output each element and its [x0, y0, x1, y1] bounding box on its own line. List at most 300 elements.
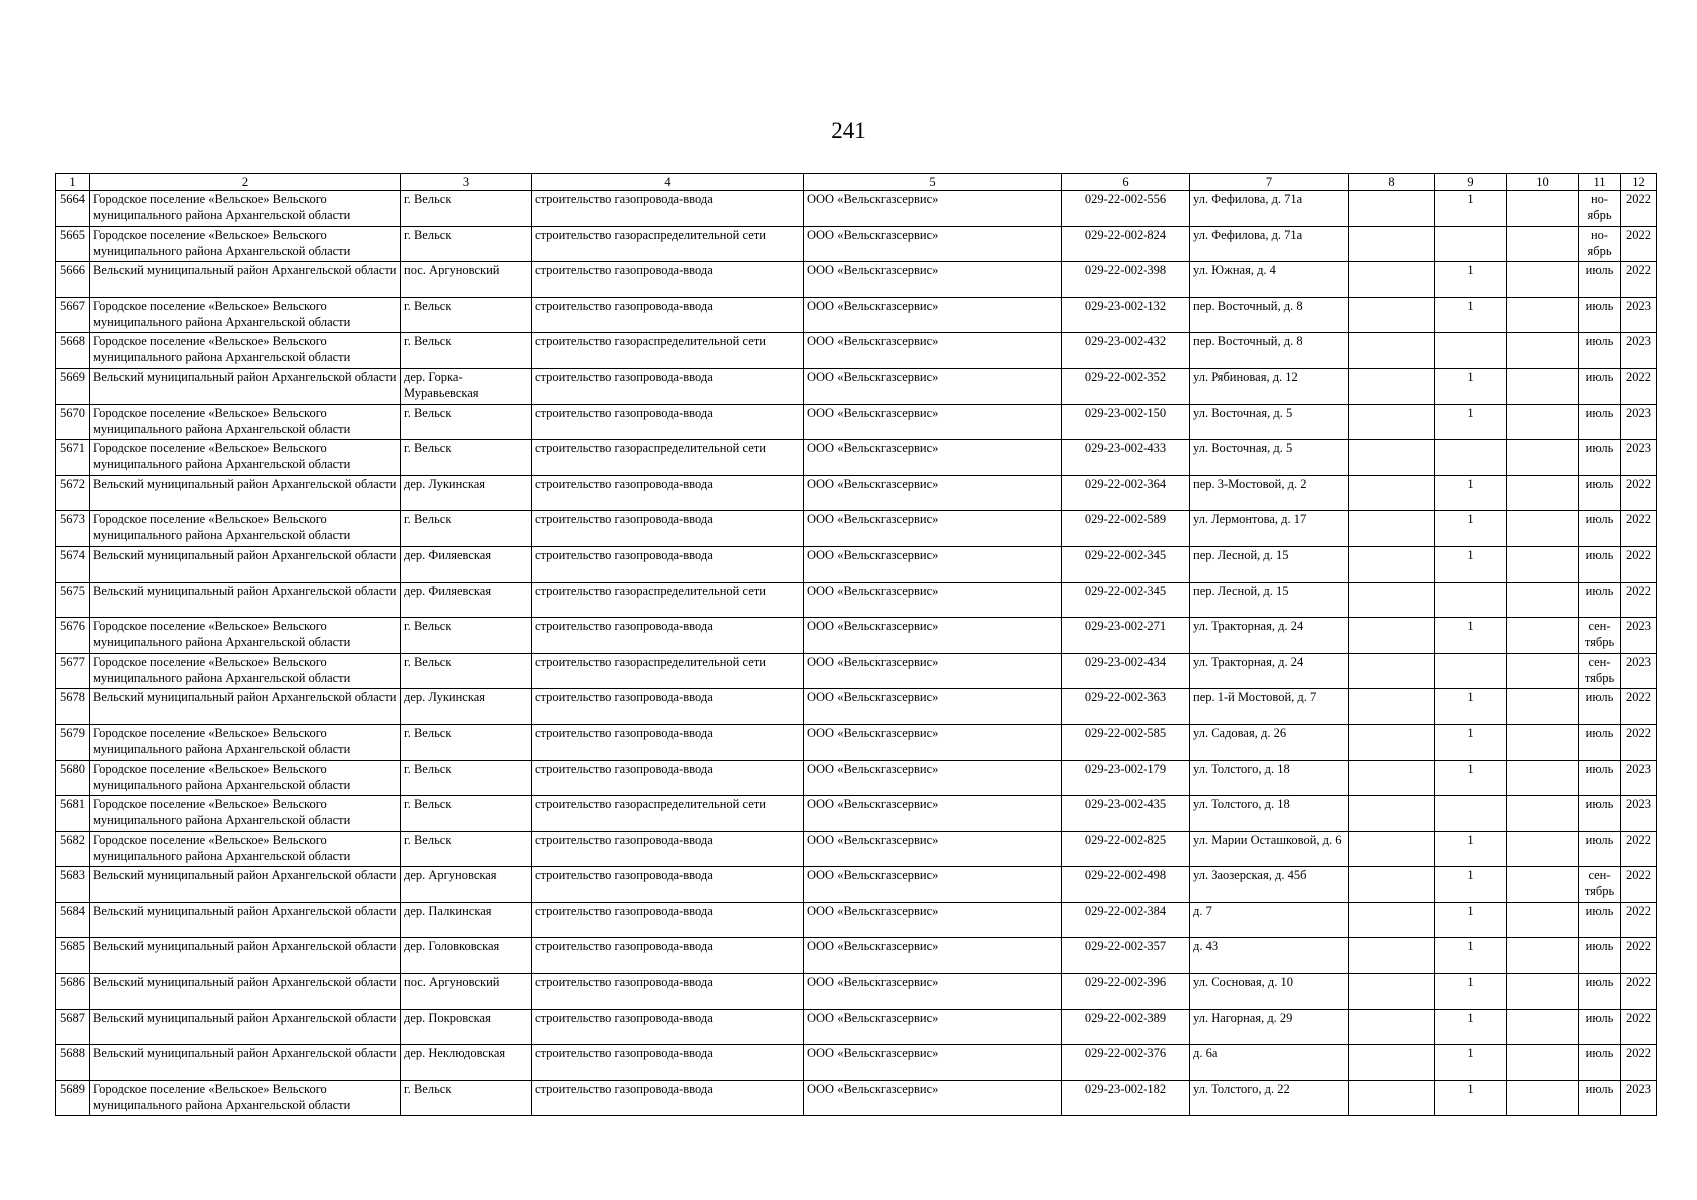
cell-work-type: строительство газопровода-ввода — [532, 938, 804, 974]
column-header: 2 — [90, 174, 401, 191]
cell-settlement: г. Вельск — [401, 831, 532, 867]
cell-col-8 — [1349, 867, 1435, 903]
cell-col-10 — [1507, 297, 1579, 333]
cell-registry-code: 029-22-002-364 — [1062, 475, 1190, 511]
cell-settlement: г. Вельск — [401, 226, 532, 262]
table-row — [56, 938, 1657, 974]
cell-year: 2022 — [1621, 226, 1657, 262]
cell-year: 2022 — [1621, 475, 1657, 511]
cell-col-8 — [1349, 262, 1435, 298]
cell-col-10 — [1507, 226, 1579, 262]
cell-work-type: строительство газораспределительной сети — [532, 653, 804, 689]
table-row — [56, 1045, 1657, 1081]
cell-settlement: дер. Неклюдовская — [401, 1045, 532, 1081]
cell-settlement: дер. Лукинская — [401, 689, 532, 725]
cell-operator: ООО «Вельскгазсервис» — [804, 867, 1062, 903]
cell-work-type: строительство газопровода-ввода — [532, 297, 804, 333]
table-row — [56, 902, 1657, 938]
cell-address: д. 7 — [1190, 902, 1349, 938]
cell-work-type: строительство газопровода-ввода — [532, 689, 804, 725]
cell-registry-code: 029-22-002-825 — [1062, 831, 1190, 867]
cell-row-number: 5669 — [56, 368, 90, 404]
table-row — [56, 653, 1657, 689]
cell-settlement: дер. Головковская — [401, 938, 532, 974]
cell-municipality: Городское поселение «Вельское» Вельского муниципального района Архангельской области — [90, 724, 401, 760]
cell-registry-code: 029-22-002-556 — [1062, 191, 1190, 227]
cell-operator: ООО «Вельскгазсервис» — [804, 653, 1062, 689]
cell-row-number: 5665 — [56, 226, 90, 262]
cell-registry-code: 029-23-002-435 — [1062, 796, 1190, 832]
cell-col-10 — [1507, 546, 1579, 582]
cell-col-8 — [1349, 191, 1435, 227]
cell-address: ул. Нагорная, д. 29 — [1190, 1009, 1349, 1045]
cell-quantity: 1 — [1435, 1009, 1507, 1045]
cell-col-8 — [1349, 368, 1435, 404]
cell-col-10 — [1507, 938, 1579, 974]
cell-col-8 — [1349, 511, 1435, 547]
cell-settlement: г. Вельск — [401, 333, 532, 369]
cell-address: ул. Тракторная, д. 24 — [1190, 653, 1349, 689]
cell-operator: ООО «Вельскгазсервис» — [804, 262, 1062, 298]
cell-col-10 — [1507, 689, 1579, 725]
cell-month: июль — [1579, 440, 1621, 476]
cell-work-type: строительство газораспределительной сети — [532, 440, 804, 476]
cell-work-type: строительство газопровода-ввода — [532, 1009, 804, 1045]
cell-quantity: 1 — [1435, 297, 1507, 333]
cell-work-type: строительство газопровода-ввода — [532, 404, 804, 440]
cell-operator: ООО «Вельскгазсервис» — [804, 333, 1062, 369]
cell-year: 2022 — [1621, 974, 1657, 1010]
cell-municipality: Вельский муниципальный район Архангельской области — [90, 368, 401, 404]
cell-col-10 — [1507, 974, 1579, 1010]
cell-operator: ООО «Вельскгазсервис» — [804, 689, 1062, 725]
cell-quantity — [1435, 796, 1507, 832]
table-row — [56, 333, 1657, 369]
cell-address: ул. Заозерская, д. 45б — [1190, 867, 1349, 903]
cell-settlement: г. Вельск — [401, 511, 532, 547]
cell-settlement: г. Вельск — [401, 1080, 532, 1116]
cell-work-type: строительство газопровода-ввода — [532, 724, 804, 760]
cell-year: 2023 — [1621, 618, 1657, 654]
cell-col-10 — [1507, 582, 1579, 618]
table-row — [56, 226, 1657, 262]
cell-quantity: 1 — [1435, 1045, 1507, 1081]
cell-month: июль — [1579, 511, 1621, 547]
table-row — [56, 689, 1657, 725]
cell-quantity — [1435, 440, 1507, 476]
cell-work-type: строительство газопровода-ввода — [532, 974, 804, 1010]
cell-municipality: Вельский муниципальный район Архангельской области — [90, 902, 401, 938]
cell-month: сен-тябрь — [1579, 618, 1621, 654]
cell-col-8 — [1349, 404, 1435, 440]
cell-col-10 — [1507, 902, 1579, 938]
table-row — [56, 796, 1657, 832]
cell-registry-code: 029-23-002-182 — [1062, 1080, 1190, 1116]
column-header: 5 — [804, 174, 1062, 191]
cell-year: 2023 — [1621, 297, 1657, 333]
cell-municipality: Городское поселение «Вельское» Вельского муниципального района Архангельской области — [90, 618, 401, 654]
cell-month: июль — [1579, 831, 1621, 867]
cell-col-8 — [1349, 297, 1435, 333]
table-row — [56, 760, 1657, 796]
cell-work-type: строительство газопровода-ввода — [532, 1080, 804, 1116]
cell-col-10 — [1507, 333, 1579, 369]
cell-address: пер. 3-Мостовой, д. 2 — [1190, 475, 1349, 511]
cell-address: ул. Садовая, д. 26 — [1190, 724, 1349, 760]
cell-month: июль — [1579, 1045, 1621, 1081]
cell-address: ул. Восточная, д. 5 — [1190, 440, 1349, 476]
cell-work-type: строительство газопровода-ввода — [532, 902, 804, 938]
cell-address: ул. Рябиновая, д. 12 — [1190, 368, 1349, 404]
cell-municipality: Вельский муниципальный район Архангельской области — [90, 1009, 401, 1045]
cell-address: ул. Фефилова, д. 71а — [1190, 191, 1349, 227]
cell-registry-code: 029-22-002-363 — [1062, 689, 1190, 725]
cell-col-10 — [1507, 191, 1579, 227]
cell-col-10 — [1507, 511, 1579, 547]
cell-municipality: Городское поселение «Вельское» Вельского муниципального района Архангельской области — [90, 404, 401, 440]
cell-row-number: 5667 — [56, 297, 90, 333]
column-header: 3 — [401, 174, 532, 191]
cell-address: ул. Толстого, д. 18 — [1190, 760, 1349, 796]
cell-month: июль — [1579, 974, 1621, 1010]
cell-registry-code: 029-23-002-150 — [1062, 404, 1190, 440]
cell-col-10 — [1507, 1045, 1579, 1081]
cell-operator: ООО «Вельскгазсервис» — [804, 974, 1062, 1010]
table-row — [56, 867, 1657, 903]
cell-col-8 — [1349, 902, 1435, 938]
cell-row-number: 5681 — [56, 796, 90, 832]
cell-row-number: 5678 — [56, 689, 90, 725]
cell-col-8 — [1349, 796, 1435, 832]
cell-registry-code: 029-22-002-498 — [1062, 867, 1190, 903]
cell-work-type: строительство газопровода-ввода — [532, 511, 804, 547]
cell-quantity: 1 — [1435, 867, 1507, 903]
column-header: 6 — [1062, 174, 1190, 191]
table-row — [56, 546, 1657, 582]
cell-year: 2022 — [1621, 867, 1657, 903]
column-number-row — [56, 174, 1657, 191]
cell-col-10 — [1507, 1080, 1579, 1116]
cell-row-number: 5664 — [56, 191, 90, 227]
cell-municipality: Городское поселение «Вельское» Вельского муниципального района Архангельской области — [90, 796, 401, 832]
cell-col-10 — [1507, 760, 1579, 796]
cell-col-8 — [1349, 653, 1435, 689]
cell-settlement: г. Вельск — [401, 724, 532, 760]
table-row — [56, 1009, 1657, 1045]
cell-quantity: 1 — [1435, 511, 1507, 547]
cell-col-8 — [1349, 226, 1435, 262]
cell-operator: ООО «Вельскгазсервис» — [804, 618, 1062, 654]
cell-col-8 — [1349, 333, 1435, 369]
cell-col-10 — [1507, 368, 1579, 404]
cell-work-type: строительство газопровода-ввода — [532, 368, 804, 404]
cell-row-number: 5674 — [56, 546, 90, 582]
cell-month: июль — [1579, 902, 1621, 938]
cell-registry-code: 029-22-002-589 — [1062, 511, 1190, 547]
cell-work-type: строительство газопровода-ввода — [532, 262, 804, 298]
cell-row-number: 5686 — [56, 974, 90, 1010]
cell-col-10 — [1507, 831, 1579, 867]
cell-registry-code: 029-22-002-396 — [1062, 974, 1190, 1010]
cell-row-number: 5682 — [56, 831, 90, 867]
cell-month: июль — [1579, 760, 1621, 796]
cell-settlement: г. Вельск — [401, 297, 532, 333]
table-row — [56, 618, 1657, 654]
cell-month: июль — [1579, 796, 1621, 832]
cell-operator: ООО «Вельскгазсервис» — [804, 796, 1062, 832]
cell-row-number: 5679 — [56, 724, 90, 760]
cell-col-10 — [1507, 796, 1579, 832]
cell-col-10 — [1507, 440, 1579, 476]
cell-row-number: 5689 — [56, 1080, 90, 1116]
cell-col-8 — [1349, 938, 1435, 974]
cell-operator: ООО «Вельскгазсервис» — [804, 1009, 1062, 1045]
cell-settlement: пос. Аргуновский — [401, 974, 532, 1010]
cell-work-type: строительство газораспределительной сети — [532, 226, 804, 262]
cell-col-8 — [1349, 689, 1435, 725]
cell-col-10 — [1507, 475, 1579, 511]
cell-settlement: г. Вельск — [401, 796, 532, 832]
cell-registry-code: 029-22-002-376 — [1062, 1045, 1190, 1081]
cell-municipality: Городское поселение «Вельское» Вельского муниципального района Архангельской области — [90, 831, 401, 867]
cell-municipality: Городское поселение «Вельское» Вельского муниципального района Архангельской области — [90, 440, 401, 476]
cell-operator: ООО «Вельскгазсервис» — [804, 475, 1062, 511]
cell-quantity: 1 — [1435, 404, 1507, 440]
cell-col-10 — [1507, 262, 1579, 298]
cell-settlement: дер. Филяевская — [401, 582, 532, 618]
cell-municipality: Вельский муниципальный район Архангельской области — [90, 582, 401, 618]
cell-quantity: 1 — [1435, 475, 1507, 511]
cell-row-number: 5680 — [56, 760, 90, 796]
cell-year: 2022 — [1621, 938, 1657, 974]
cell-col-8 — [1349, 475, 1435, 511]
cell-work-type: строительство газопровода-ввода — [532, 867, 804, 903]
cell-row-number: 5673 — [56, 511, 90, 547]
column-header: 8 — [1349, 174, 1435, 191]
cell-quantity — [1435, 333, 1507, 369]
cell-quantity — [1435, 582, 1507, 618]
cell-row-number: 5684 — [56, 902, 90, 938]
cell-month: июль — [1579, 1080, 1621, 1116]
cell-quantity — [1435, 653, 1507, 689]
cell-month: июль — [1579, 546, 1621, 582]
cell-address: ул. Восточная, д. 5 — [1190, 404, 1349, 440]
table-row — [56, 404, 1657, 440]
cell-registry-code: 029-22-002-384 — [1062, 902, 1190, 938]
cell-operator: ООО «Вельскгазсервис» — [804, 1080, 1062, 1116]
cell-month: июль — [1579, 582, 1621, 618]
cell-municipality: Вельский муниципальный район Архангельской области — [90, 938, 401, 974]
cell-work-type: строительство газопровода-ввода — [532, 1045, 804, 1081]
cell-row-number: 5675 — [56, 582, 90, 618]
cell-municipality: Вельский муниципальный район Архангельской области — [90, 974, 401, 1010]
cell-municipality: Городское поселение «Вельское» Вельского муниципального района Архангельской области — [90, 191, 401, 227]
cell-address: ул. Южная, д. 4 — [1190, 262, 1349, 298]
cell-year: 2023 — [1621, 796, 1657, 832]
page-number: 241 — [831, 118, 866, 143]
cell-quantity: 1 — [1435, 1080, 1507, 1116]
cell-registry-code: 029-23-002-132 — [1062, 297, 1190, 333]
table-row — [56, 297, 1657, 333]
cell-year: 2023 — [1621, 1080, 1657, 1116]
table-row — [56, 831, 1657, 867]
cell-operator: ООО «Вельскгазсервис» — [804, 1045, 1062, 1081]
cell-settlement: дер. Аргуновская — [401, 867, 532, 903]
cell-year: 2022 — [1621, 1045, 1657, 1081]
cell-month: июль — [1579, 404, 1621, 440]
cell-operator: ООО «Вельскгазсервис» — [804, 902, 1062, 938]
cell-registry-code: 029-23-002-433 — [1062, 440, 1190, 476]
cell-col-8 — [1349, 724, 1435, 760]
cell-address: ул. Толстого, д. 22 — [1190, 1080, 1349, 1116]
cell-col-8 — [1349, 440, 1435, 476]
cell-municipality: Вельский муниципальный район Архангельской области — [90, 546, 401, 582]
cell-settlement: дер. Лукинская — [401, 475, 532, 511]
cell-registry-code: 029-22-002-345 — [1062, 582, 1190, 618]
table-row — [56, 368, 1657, 404]
cell-month: июль — [1579, 938, 1621, 974]
table-row — [56, 511, 1657, 547]
cell-settlement: г. Вельск — [401, 653, 532, 689]
cell-year: 2023 — [1621, 440, 1657, 476]
cell-municipality: Городское поселение «Вельское» Вельского муниципального района Архангельской области — [90, 297, 401, 333]
cell-operator: ООО «Вельскгазсервис» — [804, 582, 1062, 618]
cell-month: июль — [1579, 262, 1621, 298]
cell-month: июль — [1579, 368, 1621, 404]
cell-work-type: строительство газораспределительной сети — [532, 333, 804, 369]
cell-row-number: 5666 — [56, 262, 90, 298]
cell-operator: ООО «Вельскгазсервис» — [804, 440, 1062, 476]
cell-col-10 — [1507, 1009, 1579, 1045]
cell-settlement: г. Вельск — [401, 191, 532, 227]
cell-year: 2023 — [1621, 653, 1657, 689]
cell-registry-code: 029-22-002-345 — [1062, 546, 1190, 582]
cell-settlement: дер. Палкинская — [401, 902, 532, 938]
cell-month: июль — [1579, 689, 1621, 725]
cell-work-type: строительство газопровода-ввода — [532, 475, 804, 511]
cell-year: 2023 — [1621, 333, 1657, 369]
cell-registry-code: 029-22-002-398 — [1062, 262, 1190, 298]
cell-month: но-ябрь — [1579, 226, 1621, 262]
cell-address: ул. Сосновая, д. 10 — [1190, 974, 1349, 1010]
cell-row-number: 5687 — [56, 1009, 90, 1045]
column-header: 7 — [1190, 174, 1349, 191]
cell-address: ул. Толстого, д. 18 — [1190, 796, 1349, 832]
cell-row-number: 5683 — [56, 867, 90, 903]
cell-year: 2022 — [1621, 546, 1657, 582]
cell-col-8 — [1349, 618, 1435, 654]
cell-row-number: 5677 — [56, 653, 90, 689]
cell-registry-code: 029-22-002-585 — [1062, 724, 1190, 760]
cell-quantity — [1435, 226, 1507, 262]
cell-year: 2023 — [1621, 760, 1657, 796]
cell-quantity: 1 — [1435, 760, 1507, 796]
cell-row-number: 5685 — [56, 938, 90, 974]
cell-month: июль — [1579, 1009, 1621, 1045]
table-row — [56, 262, 1657, 298]
column-header: 11 — [1579, 174, 1621, 191]
cell-work-type: строительство газопровода-ввода — [532, 831, 804, 867]
cell-quantity: 1 — [1435, 831, 1507, 867]
cell-work-type: строительство газораспределительной сети — [532, 796, 804, 832]
cell-settlement: г. Вельск — [401, 760, 532, 796]
cell-row-number: 5688 — [56, 1045, 90, 1081]
cell-registry-code: 029-22-002-352 — [1062, 368, 1190, 404]
cell-municipality: Вельский муниципальный район Архангельской области — [90, 1045, 401, 1081]
column-header: 1 — [56, 174, 90, 191]
cell-registry-code: 029-23-002-432 — [1062, 333, 1190, 369]
cell-quantity: 1 — [1435, 902, 1507, 938]
cell-settlement: дер. Покровская — [401, 1009, 532, 1045]
column-header: 9 — [1435, 174, 1507, 191]
cell-col-8 — [1349, 582, 1435, 618]
cell-municipality: Городское поселение «Вельское» Вельского муниципального района Архангельской области — [90, 226, 401, 262]
cell-quantity: 1 — [1435, 191, 1507, 227]
cell-address: ул. Лермонтова, д. 17 — [1190, 511, 1349, 547]
cell-municipality: Городское поселение «Вельское» Вельского муниципального района Архангельской области — [90, 511, 401, 547]
cell-col-8 — [1349, 1009, 1435, 1045]
cell-address: д. 43 — [1190, 938, 1349, 974]
cell-year: 2022 — [1621, 511, 1657, 547]
cell-month: июль — [1579, 333, 1621, 369]
cell-row-number: 5671 — [56, 440, 90, 476]
cell-quantity: 1 — [1435, 368, 1507, 404]
cell-col-10 — [1507, 867, 1579, 903]
cell-municipality: Городское поселение «Вельское» Вельского муниципального района Архангельской области — [90, 333, 401, 369]
cell-col-8 — [1349, 760, 1435, 796]
cell-settlement: г. Вельск — [401, 404, 532, 440]
cell-address: пер. Лесной, д. 15 — [1190, 582, 1349, 618]
cell-month: но-ябрь — [1579, 191, 1621, 227]
cell-col-10 — [1507, 653, 1579, 689]
cell-col-8 — [1349, 1080, 1435, 1116]
cell-col-8 — [1349, 1045, 1435, 1081]
cell-operator: ООО «Вельскгазсервис» — [804, 724, 1062, 760]
cell-work-type: строительство газораспределительной сети — [532, 582, 804, 618]
cell-operator: ООО «Вельскгазсервис» — [804, 297, 1062, 333]
cell-year: 2022 — [1621, 262, 1657, 298]
cell-quantity: 1 — [1435, 546, 1507, 582]
cell-col-8 — [1349, 974, 1435, 1010]
cell-work-type: строительство газопровода-ввода — [532, 618, 804, 654]
cell-settlement: дер. Филяевская — [401, 546, 532, 582]
gas-connection-registry-table — [55, 173, 1657, 1116]
table-row — [56, 440, 1657, 476]
cell-address: ул. Тракторная, д. 24 — [1190, 618, 1349, 654]
cell-registry-code: 029-23-002-179 — [1062, 760, 1190, 796]
cell-row-number: 5676 — [56, 618, 90, 654]
cell-operator: ООО «Вельскгазсервис» — [804, 404, 1062, 440]
cell-year: 2022 — [1621, 689, 1657, 725]
cell-settlement: г. Вельск — [401, 618, 532, 654]
cell-year: 2022 — [1621, 368, 1657, 404]
cell-address: пер. Лесной, д. 15 — [1190, 546, 1349, 582]
cell-work-type: строительство газопровода-ввода — [532, 191, 804, 227]
cell-month: июль — [1579, 724, 1621, 760]
cell-municipality: Вельский муниципальный район Архангельской области — [90, 262, 401, 298]
cell-year: 2022 — [1621, 724, 1657, 760]
cell-address: ул. Марии Осташковой, д. 6 — [1190, 831, 1349, 867]
cell-col-10 — [1507, 404, 1579, 440]
cell-address: пер. Восточный, д. 8 — [1190, 333, 1349, 369]
cell-settlement: дер. Горка-Муравьевская — [401, 368, 532, 404]
table-row — [56, 724, 1657, 760]
cell-registry-code: 029-22-002-824 — [1062, 226, 1190, 262]
cell-operator: ООО «Вельскгазсервис» — [804, 191, 1062, 227]
table-row — [56, 191, 1657, 227]
cell-year: 2022 — [1621, 582, 1657, 618]
cell-quantity: 1 — [1435, 974, 1507, 1010]
